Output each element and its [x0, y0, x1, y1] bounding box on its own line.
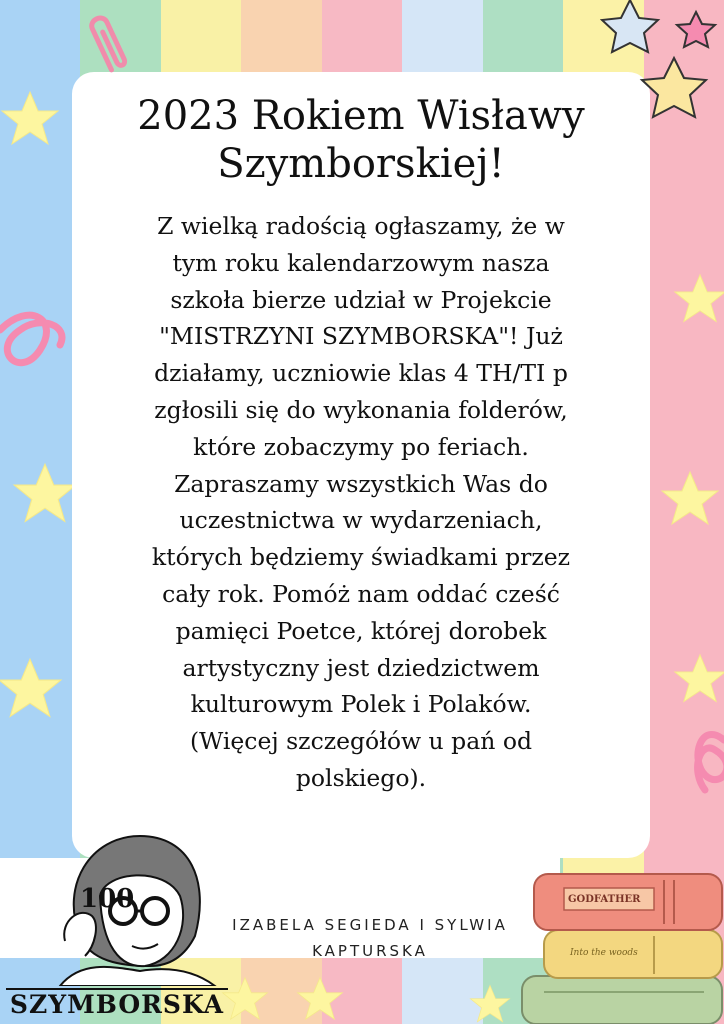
body-line: (Więcej szczegółów u pań od — [189, 727, 533, 756]
star-icon — [677, 12, 715, 47]
paperclip-icon — [80, 8, 140, 78]
body-line: tym roku kalendarzowym nasza — [172, 248, 550, 277]
star-icon — [223, 978, 268, 1020]
book-icon — [522, 976, 722, 1024]
star-icon — [662, 472, 718, 524]
authors-line: IZABELA SEGIEDA I SYLWIA — [232, 916, 508, 934]
star-icon — [0, 659, 61, 716]
star-icon — [470, 985, 509, 1021]
body-line: kulturowym Polek i Polaków. — [190, 690, 532, 719]
brand-logo-text: SZYMBORSKA — [6, 988, 228, 1018]
body-line: działamy, uczniowie klas 4 TH/TI p — [154, 359, 568, 388]
body-line: zgłosili się do wykonania folderów, — [154, 395, 568, 424]
star-icon — [675, 275, 724, 322]
body-line: Z wielką radością ogłaszamy, że w — [157, 212, 565, 240]
authors-line: KAPTURSKA — [312, 942, 428, 960]
poster-title — [72, 92, 650, 188]
ribbon-icon — [0, 315, 62, 363]
badge-number: 100 — [80, 884, 135, 914]
body-line: polskiego). — [295, 763, 427, 792]
corner-stars — [600, 0, 724, 130]
body-line: pamięci Poetce, której dorobek — [175, 616, 547, 645]
title-line: 2023 Rokiem Wisławy — [137, 93, 585, 139]
star-icon — [14, 464, 76, 521]
announcement-body — [80, 208, 642, 797]
ribbon-icon — [698, 735, 724, 790]
star-icon — [675, 655, 724, 702]
body-line: cały rok. Pomóż nam oddać cześć — [162, 579, 560, 608]
star-icon — [298, 978, 343, 1020]
book-spine-title: GODFATHER — [568, 894, 641, 905]
authors-signature — [180, 912, 560, 964]
announcement-card — [72, 72, 650, 858]
star-icon — [602, 0, 658, 52]
body-line: "MISTRZYNI SZYMBORSKA"! Już — [159, 322, 563, 351]
body-line: szkoła bierze udział w Projekcie — [170, 285, 552, 314]
body-line: artystyczny jest dziedzictwem — [182, 653, 540, 682]
book-spine-title: Into the woods — [570, 948, 638, 958]
body-line: Zapraszamy wszystkich Was do — [174, 469, 548, 498]
title-line: Szymborskiej! — [217, 141, 505, 187]
star-icon — [642, 58, 706, 117]
star-icon — [2, 92, 58, 144]
body-line: których będziemy świadkami przez — [151, 543, 571, 572]
book-stack-illustration — [514, 864, 724, 1024]
body-line: które zobaczymy po feriach. — [193, 432, 529, 461]
body-line: uczestnictwa w wydarzeniach, — [179, 506, 543, 535]
